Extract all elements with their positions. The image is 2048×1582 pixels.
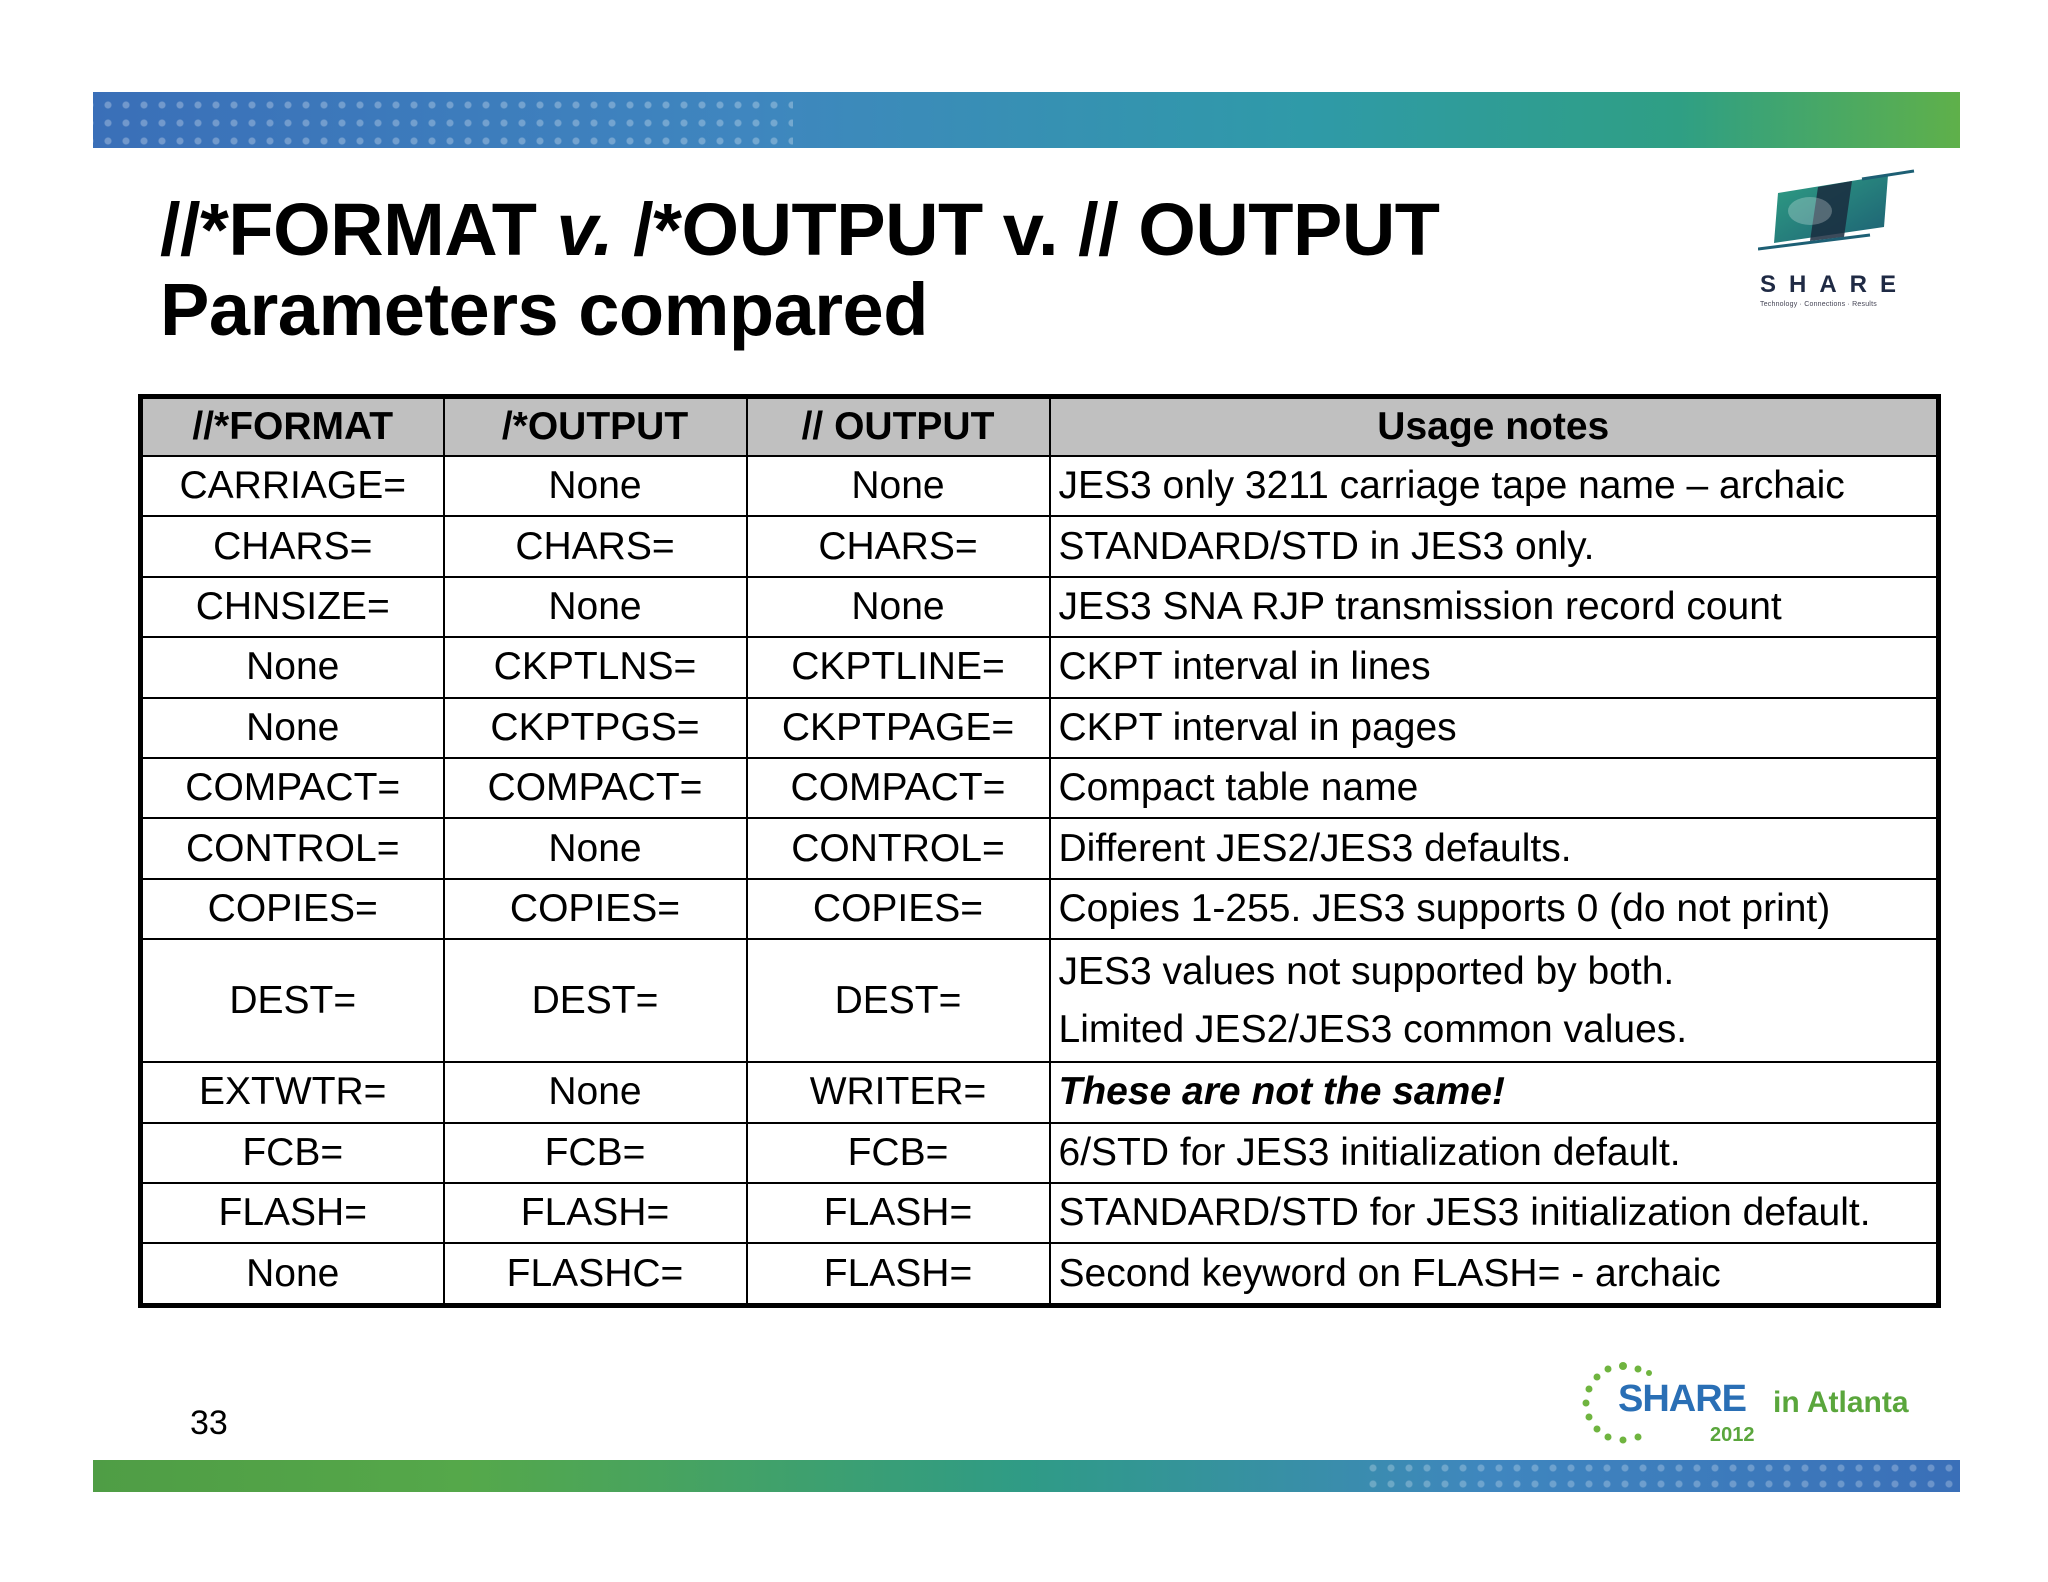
table-row <box>141 758 1939 818</box>
usage-note-cell: CKPT interval in lines <box>1050 637 1939 697</box>
format-cell: CARRIAGE= <box>141 456 444 516</box>
table-row <box>141 637 1939 697</box>
slash-output-cell: None <box>444 577 747 637</box>
usage-note-cell: Compact table name <box>1050 758 1939 818</box>
title-part-b: v. <box>556 188 614 271</box>
table-row <box>141 577 1939 637</box>
share-logo <box>1758 165 1918 315</box>
share-atlanta-logo <box>1580 1360 1910 1450</box>
slash-output-cell: COMPACT= <box>444 758 747 818</box>
slash-output-cell: FLASH= <box>444 1183 747 1243</box>
title-part-a: //*FORMAT <box>160 188 557 271</box>
format-cell: EXTWTR= <box>141 1062 444 1122</box>
jcl-output-cell: None <box>747 577 1050 637</box>
banner-dot-pattern <box>1360 1460 1960 1492</box>
format-cell: None <box>141 698 444 758</box>
share-logo-tagline: Technology · Connections · Results <box>1760 301 1877 308</box>
slash-output-cell: None <box>444 1062 747 1122</box>
usage-note-cell: Different JES2/JES3 defaults. <box>1050 818 1939 878</box>
format-cell: FCB= <box>141 1123 444 1183</box>
format-cell: CHARS= <box>141 516 444 576</box>
format-cell: FLASH= <box>141 1183 444 1243</box>
page-number: 33 <box>190 1404 228 1442</box>
banner-dot-pattern <box>93 92 793 148</box>
table-row <box>141 1123 1939 1183</box>
jcl-output-cell: DEST= <box>747 939 1050 1062</box>
column-header: // OUTPUT <box>747 397 1050 457</box>
share-logo-mark-icon <box>1758 165 1918 265</box>
usage-note-line: JES3 values not supported by both. <box>1058 949 1675 993</box>
jcl-output-cell: FCB= <box>747 1123 1050 1183</box>
title-line-2: Parameters compared <box>160 268 928 351</box>
jcl-output-cell: FLASH= <box>747 1183 1050 1243</box>
jcl-output-cell: None <box>747 456 1050 516</box>
jcl-output-cell: CHARS= <box>747 516 1050 576</box>
usage-note-cell: JES3 only 3211 carriage tape name – archaic <box>1050 456 1939 516</box>
title-line-1 <box>160 190 1439 270</box>
table-row <box>141 818 1939 878</box>
table-row <box>141 456 1939 516</box>
usage-note-cell: Second keyword on FLASH= - archaic <box>1050 1243 1939 1305</box>
format-cell: CHNSIZE= <box>141 577 444 637</box>
format-cell: None <box>141 1243 444 1305</box>
event-logo-city: in Atlanta <box>1773 1386 1909 1419</box>
slash-output-cell: CKPTPGS= <box>444 698 747 758</box>
slash-output-cell: FLASHC= <box>444 1243 747 1305</box>
jcl-output-cell: FLASH= <box>747 1243 1050 1305</box>
slash-output-cell: DEST= <box>444 939 747 1062</box>
parameters-table <box>138 394 1941 1308</box>
event-logo-year: 2012 <box>1710 1424 1755 1446</box>
jcl-output-cell: COMPACT= <box>747 758 1050 818</box>
slash-output-cell: None <box>444 456 747 516</box>
table-row <box>141 516 1939 576</box>
column-header: /*OUTPUT <box>444 397 747 457</box>
usage-note-cell: STANDARD/STD in JES3 only. <box>1050 516 1939 576</box>
usage-note-cell: These are not the same! <box>1050 1062 1939 1122</box>
slide-title <box>160 190 1439 350</box>
format-cell: COPIES= <box>141 879 444 939</box>
usage-note-cell: CKPT interval in pages <box>1050 698 1939 758</box>
top-banner-bar <box>93 92 1960 148</box>
format-cell: None <box>141 637 444 697</box>
format-cell: CONTROL= <box>141 818 444 878</box>
column-header: Usage notes <box>1050 397 1939 457</box>
jcl-output-cell: CKPTPAGE= <box>747 698 1050 758</box>
table-row <box>141 1243 1939 1305</box>
format-cell: DEST= <box>141 939 444 1062</box>
slash-output-cell: CHARS= <box>444 516 747 576</box>
table-header-row <box>141 397 1939 457</box>
slash-output-cell: CKPTLNS= <box>444 637 747 697</box>
usage-note-cell <box>1050 939 1939 1062</box>
slash-output-cell: None <box>444 818 747 878</box>
table-row <box>141 939 1939 1062</box>
share-logo-word: SHARE <box>1760 271 1910 298</box>
slash-output-cell: FCB= <box>444 1123 747 1183</box>
jcl-output-cell: WRITER= <box>747 1062 1050 1122</box>
table-row <box>141 1183 1939 1243</box>
event-logo-share: SHARE <box>1618 1378 1747 1420</box>
jcl-output-cell: CKPTLINE= <box>747 637 1050 697</box>
bottom-banner-bar <box>93 1460 1960 1492</box>
usage-note-cell: STANDARD/STD for JES3 initialization default. <box>1050 1183 1939 1243</box>
usage-note-cell: Copies 1-255. JES3 supports 0 (do not print) <box>1050 879 1939 939</box>
table-row <box>141 698 1939 758</box>
format-cell: COMPACT= <box>141 758 444 818</box>
title-part-c: /*OUTPUT v. // OUTPUT <box>613 188 1440 271</box>
table-row <box>141 879 1939 939</box>
usage-note-cell: 6/STD for JES3 initialization default. <box>1050 1123 1939 1183</box>
jcl-output-cell: COPIES= <box>747 879 1050 939</box>
usage-note-cell: JES3 SNA RJP transmission record count <box>1050 577 1939 637</box>
slash-output-cell: COPIES= <box>444 879 747 939</box>
table-row <box>141 1062 1939 1122</box>
column-header: //*FORMAT <box>141 397 444 457</box>
usage-note-line: Limited JES2/JES3 common values. <box>1058 1007 1688 1051</box>
jcl-output-cell: CONTROL= <box>747 818 1050 878</box>
